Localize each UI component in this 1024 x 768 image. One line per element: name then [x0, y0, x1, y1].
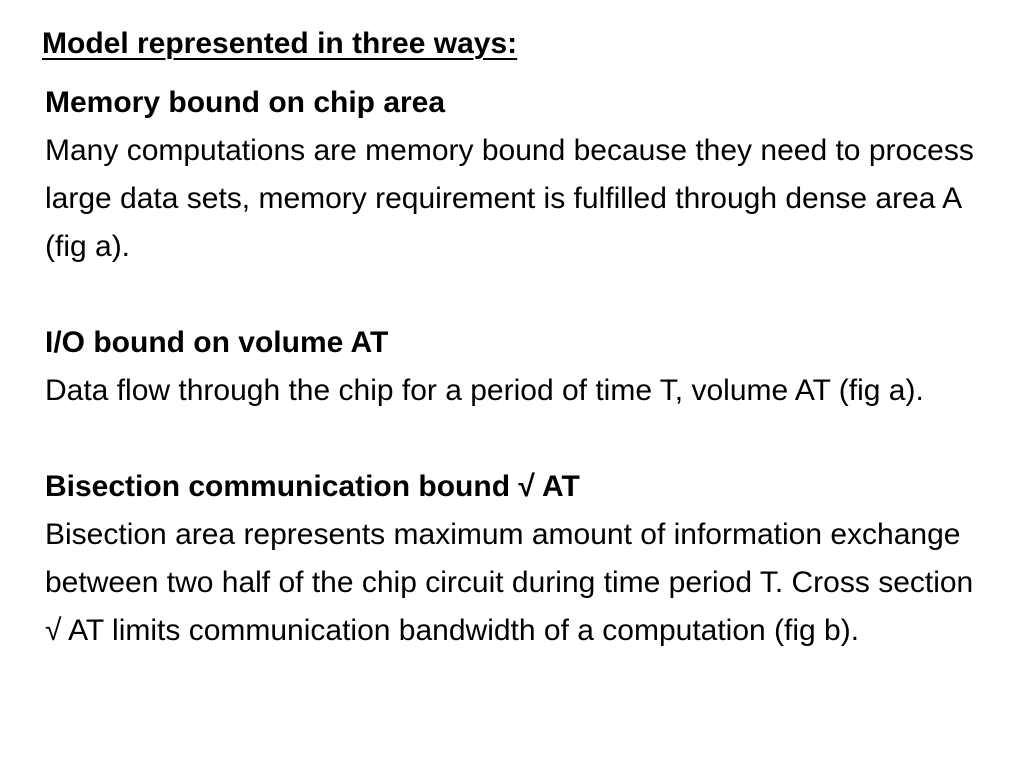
section-heading: I/O bound on volume AT [45, 326, 389, 359]
section-text: Data flow through the chip for a period of time T, volume AT (fig a). [45, 374, 924, 407]
section-text: Many computations are memory bound because they need to process large data sets, memory requirement is fulfilled through dense area A (fig a). [45, 134, 974, 263]
section-heading: Memory bound on chip area [45, 86, 446, 119]
section-memory-bound [45, 79, 995, 271]
slide-title: Model represented in three ways: [42, 27, 518, 60]
section-heading: Bisection communication bound √ AT [45, 470, 580, 503]
section-io-bound [45, 319, 995, 415]
section-bisection-bound [45, 463, 995, 655]
slide-body [45, 79, 995, 655]
section-text: Bisection area represents maximum amount of information exchange between two half of the chip circuit during time period T. Cross section √ AT limits communication bandwidth of a computation (fig b). [45, 518, 974, 647]
